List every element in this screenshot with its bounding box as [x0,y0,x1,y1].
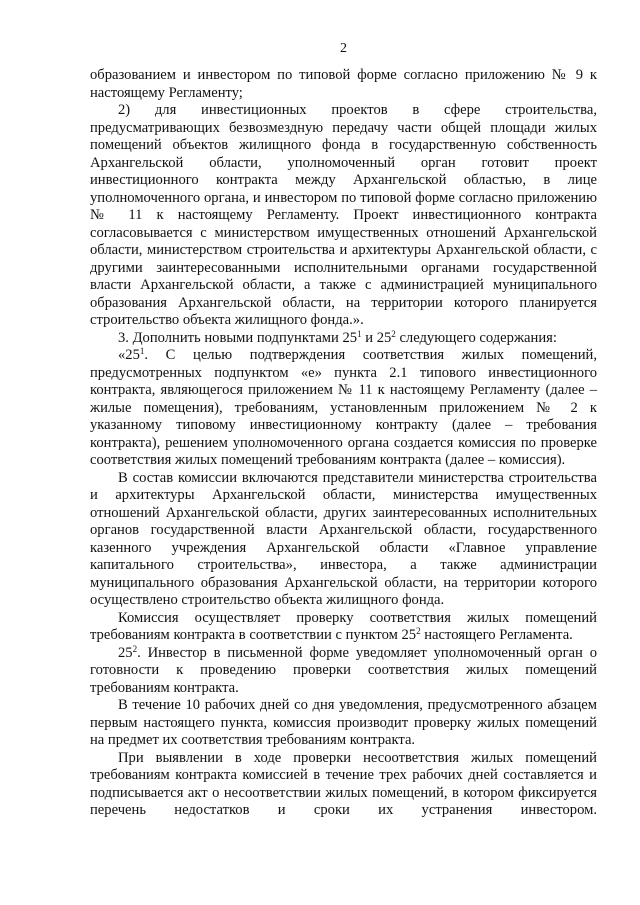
paragraph-p2 [90,102,597,330]
paragraph-p1 [90,67,597,102]
superscript: 1 [357,328,362,339]
superscript: 2 [391,328,396,339]
text-run: 25 [118,644,133,661]
text-run: «25 [118,347,140,363]
text-run: . С целью подтверждения соответствия жилых помещений, предусмотренных подпунктом «е» пункта 2.1 типового инвестиционного контракта, являющегося приложением № 11 к настоящему Регламенту (далее – жилые помещения), требованиям, установленным приложением № 2 к указанному типовому инвестиционному контракту (далее – требования контракта), решением уполномоченного органа создается комиссия по проверке соответствия жилых помещений требованиям контракта (далее – комиссия). [90,347,597,468]
paragraph-p6 [90,610,597,645]
text-run: 2) для инвестиционных проектов в сфере строительства, предусматривающих безвозмездную передачу части общей площади жилых помещений объектов жилищного фонда в государственную собственность Архангельской области, уполномоченный орган готовит проект инвестиционного контракта между Архангельской областью, в лице уполномоченного органа, и инвестором по типовой форме согласно приложению № 11 к настоящему Регламенту. Проект инвестиционного контракта согласовывается с министерством имущественных отношений Архангельской области, министерством строительства и архитектуры Архангельской области, с другими заинтересованными исполнительными органами государственной власти Архангельской области, а также с администрацией муниципального образования Архангельской области, на территории которого планируется строительство объекта жилищного фонда.». [90,102,597,328]
text-run: В состав комиссии включаются представители министерства строительства и архитектуры Архангельской области, министерства имущественных отношений Архангельской области, других заинтересованных исполнительных органов государственной власти Архангельской области, государственного казенного учреждения Архангельской области «Главное управление капитального строительства», инвестора, а также администрации муниципального образования Архангельской области, на территории которого осуществлено строительство объекта жилищного фонда. [90,469,597,608]
text-run: и 25 [361,329,392,346]
text-run: При выявлении в ходе проверки несоответствия жилых помещений требованиям контракта комиссией в течение трех рабочих дней составляется и подписывается акт о несоответствии жилых помещений, в котором фиксируется перечень недостатков и сроки их устранения инвестором. [90,749,597,818]
document-body [90,67,597,820]
text-run: образованием и инвестором по типовой форме согласно приложению № 9 к настоящему Регламенту; [90,67,597,101]
superscript: 1 [139,346,145,356]
text-run: Комиссия осуществляет проверку соответствия жилых помещений требованиям контракта в соответствии с пунктом 25 [90,609,597,643]
paragraph-p5 [90,470,597,610]
paragraph-p8 [90,697,597,750]
paragraph-p4 [90,347,597,470]
text-run: 3. Дополнить новыми подпунктами 25 [118,329,358,346]
paragraph-p7 [90,645,597,698]
text-run: настоящего Регламента. [420,627,573,643]
page-number: 2 [340,41,347,56]
superscript: 2 [416,626,421,636]
text-run: следующего содержания: [395,329,557,346]
superscript: 2 [132,643,138,654]
text-run: В течение 10 рабочих дней со дня уведомления, предусмотренного абзацем первым настоящего пункта, комиссия производит проверку жилых помещений на предмет их соответствия требованиям контракта. [90,697,597,748]
paragraph-p9 [90,750,597,820]
paragraph-p3 [90,330,597,348]
text-run: . Инвестор в письменной форме уведомляет уполномоченный орган о готовности к проведению проверки соответствия жилых помещений требованиям контракта. [90,644,597,696]
